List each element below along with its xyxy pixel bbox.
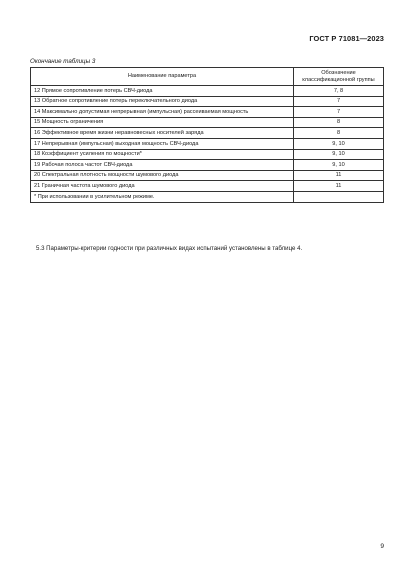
- row-parameter-name: 20 Спектральная плотность мощности шумового диода: [31, 170, 294, 181]
- table-row: [31, 128, 384, 139]
- table-row: [31, 96, 384, 107]
- row-group-code: 7: [294, 107, 384, 118]
- document-code: ГОСТ Р 71081—2023: [309, 34, 384, 43]
- table-row: [31, 86, 384, 97]
- row-group-code: 9, 10: [294, 138, 384, 149]
- table-row: [31, 149, 384, 160]
- row-group-code: 9, 10: [294, 149, 384, 160]
- row-parameter-name: 12 Прямое сопротивление потерь СВЧ-диода: [31, 86, 294, 97]
- table-row: [31, 170, 384, 181]
- table-row: [31, 138, 384, 149]
- row-parameter-name: 21 Граничная частота шумового диода: [31, 181, 294, 192]
- parameters-table: [30, 67, 384, 203]
- table-row: [31, 117, 384, 128]
- column-header-name: Наименование параметра: [31, 68, 294, 86]
- column-header-group-line1: Обозначение: [321, 70, 356, 77]
- table-footnote-empty-cell: [294, 191, 384, 202]
- table-row: [31, 160, 384, 171]
- row-parameter-name: 17 Непрерывная (импульсная) выходная мощность СВЧ-диода: [31, 138, 294, 149]
- row-parameter-name: 19 Рабочая полоса частот СВЧ-диода: [31, 160, 294, 171]
- row-group-code: 11: [294, 181, 384, 192]
- row-group-code: 8: [294, 117, 384, 128]
- table-footnote: * При использовании в усилительном режиме.: [31, 191, 294, 202]
- table-note-row: [31, 191, 384, 202]
- paragraph-5-3: 5.3 Параметры-критерии годности при различных видах испытаний установлены в таблице 4.: [36, 245, 303, 252]
- row-group-code: 7: [294, 96, 384, 107]
- column-header-group: [294, 68, 384, 86]
- row-parameter-name: 15 Мощность ограничения: [31, 117, 294, 128]
- row-group-code: 7, 8: [294, 86, 384, 97]
- table-caption: Окончание таблицы 3: [30, 58, 96, 65]
- table-row: [31, 181, 384, 192]
- page-number: 9: [380, 543, 384, 550]
- row-group-code: 9, 10: [294, 160, 384, 171]
- row-group-code: 11: [294, 170, 384, 181]
- table-row: [31, 107, 384, 118]
- row-group-code: 8: [294, 128, 384, 139]
- table-header-row: [31, 68, 384, 86]
- column-header-group-line2: классификационной группы: [302, 76, 375, 83]
- row-parameter-name: 13 Обратное сопротивление потерь переключательного диода: [31, 96, 294, 107]
- row-parameter-name: 18 Коэффициент усиления по мощности*: [31, 149, 294, 160]
- row-parameter-name: 14 Максимально допустимая непрерывная (импульсная) рассеиваемая мощность: [31, 107, 294, 118]
- row-parameter-name: 16 Эффективное время жизни неравновесных носителей заряда: [31, 128, 294, 139]
